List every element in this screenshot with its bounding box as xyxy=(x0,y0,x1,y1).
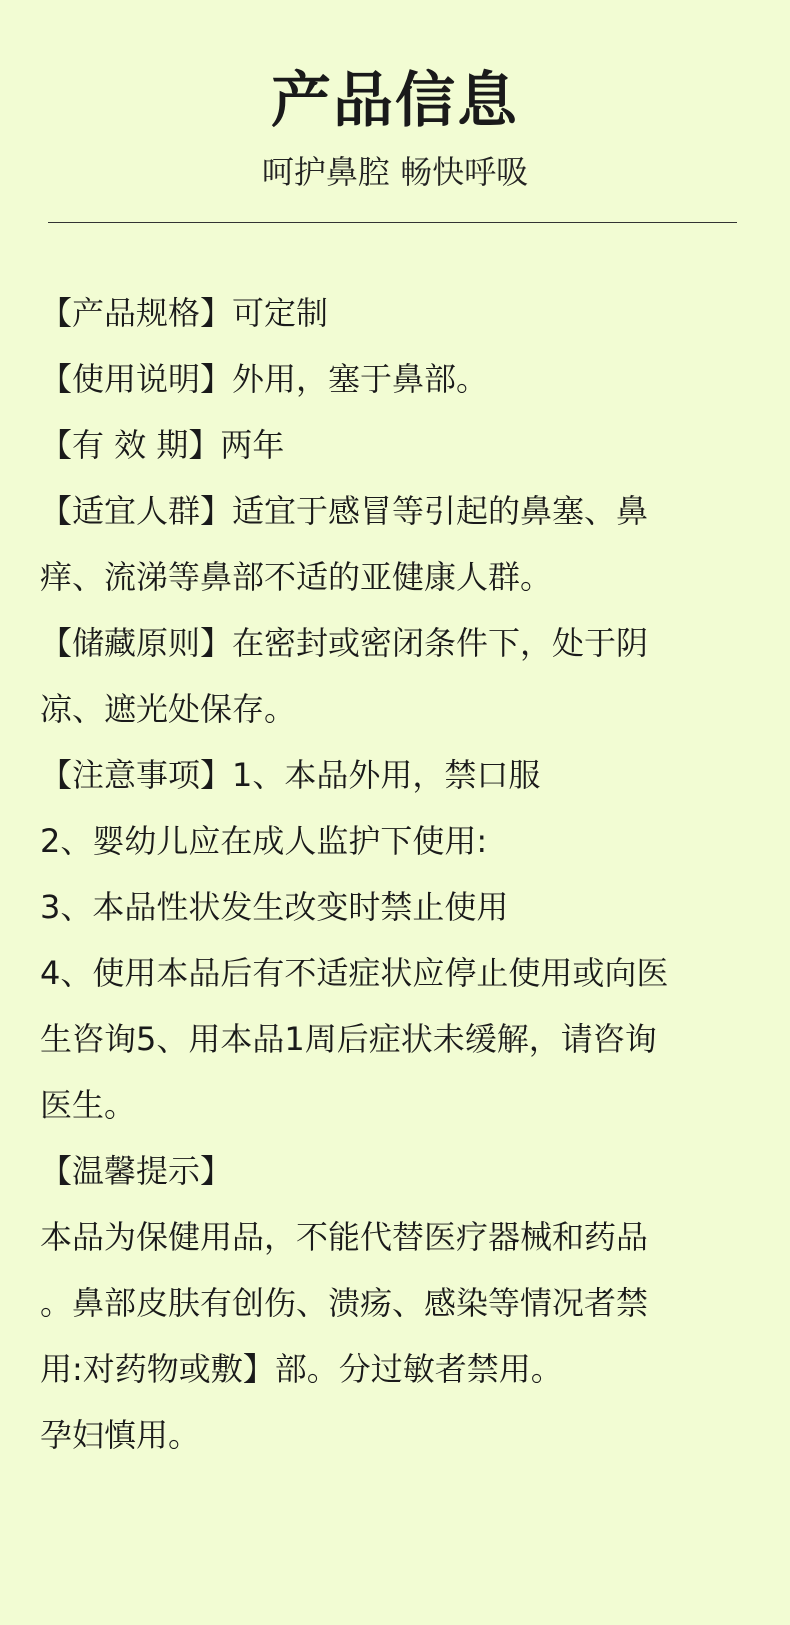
text-line-tips-3: 用:对药物或敷】部。分过敏者禁用。 xyxy=(40,1350,563,1388)
page-title: 产品信息 xyxy=(271,66,519,136)
text-line-note-3: 3、本品性状发生改变时禁止使用 xyxy=(40,888,509,926)
text-line-tips-2: 。鼻部皮肤有创伤、溃疡、感染等情况者禁 xyxy=(40,1284,649,1322)
text-line-audience: 【适宜人群】适宜于感冒等引起的鼻塞、鼻 xyxy=(40,492,649,530)
text-line-tips-heading: 【温馨提示】 xyxy=(40,1152,233,1190)
text-line-usage: 【使用说明】外用，塞于鼻部。 xyxy=(40,360,489,398)
text-line-notes: 【注意事项】1、本品外用，禁口服 xyxy=(40,756,541,794)
text-line-tips-1: 本品为保健用品，不能代替医疗器械和药品 xyxy=(40,1218,649,1256)
text-line-tips-4: 孕妇慎用。 xyxy=(40,1416,201,1454)
text-line-storage-cont: 凉、遮光处保存。 xyxy=(40,690,297,728)
text-line-audience-cont: 痒、流涕等鼻部不适的亚健康人群。 xyxy=(40,558,553,596)
text-line-validity: 【有 效 期】两年 xyxy=(40,426,285,464)
info-content xyxy=(40,280,755,1468)
text-line-storage: 【储藏原则】在密封或密闭条件下，处于阴 xyxy=(40,624,649,662)
text-line-note-5-cont: 医生。 xyxy=(40,1086,137,1124)
divider xyxy=(48,222,737,223)
page-subtitle: 呵护鼻腔 畅快呼吸 xyxy=(261,153,529,191)
text-line-note-4: 4、使用本品后有不适症状应停止使用或向医 xyxy=(40,954,669,992)
text-line-note-2: 2、婴幼儿应在成人监护下使用: xyxy=(40,822,488,860)
text-line-note-4-cont: 生咨询5、用本品1周后症状未缓解，请咨询 xyxy=(40,1020,657,1058)
text-line-spec: 【产品规格】可定制 xyxy=(40,294,329,332)
